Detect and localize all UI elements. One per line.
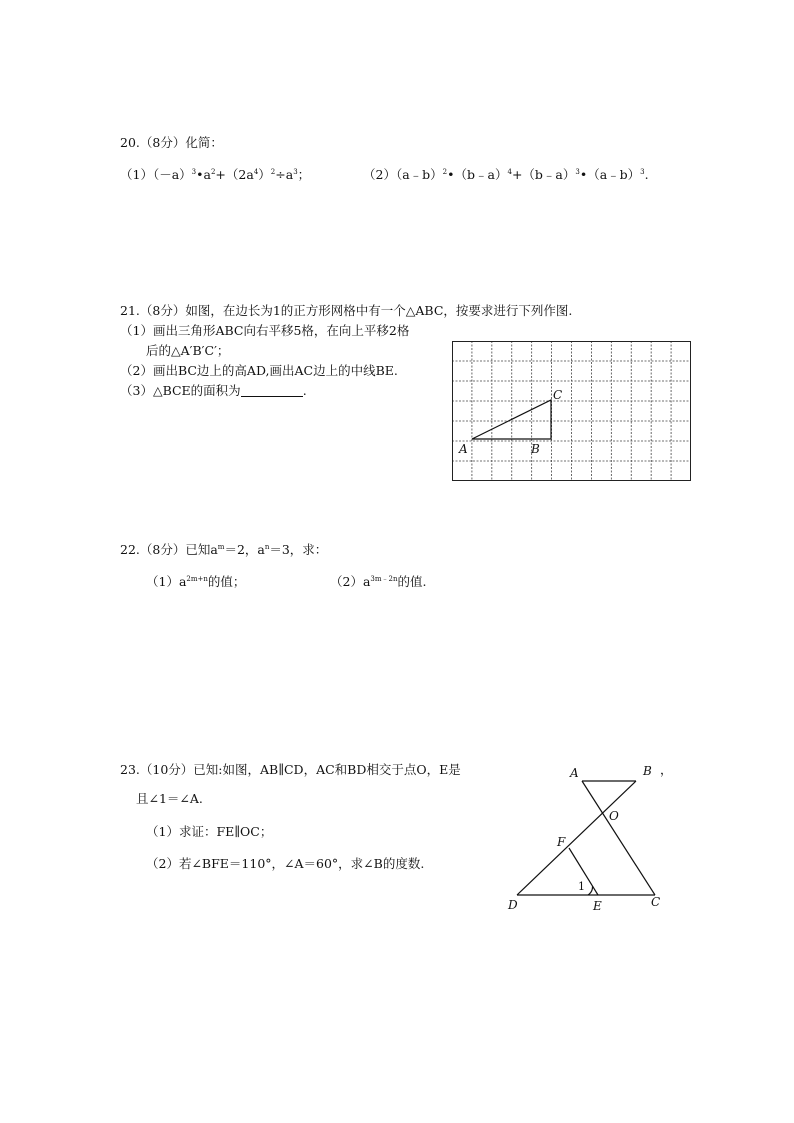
- q23-condition: 且∠1＝∠A.: [136, 791, 203, 806]
- q23-geometry-figure: [500, 760, 670, 920]
- point-label-o: O: [609, 809, 619, 823]
- square-grid: [452, 341, 691, 481]
- q20-heading: 20.（8分）化简：: [120, 135, 223, 150]
- q21-grid-figure: [452, 341, 691, 481]
- q22-part2: $(2)a^{3m﹣2n}$的值.: [330, 574, 427, 589]
- q21-part1: （1）画出三角形ABC向右平移5格，在向上平移2格: [120, 323, 410, 338]
- q23-part2: （2）若∠BFE＝110°，∠A＝60°，求∠B的度数.: [146, 856, 425, 871]
- point-label-b: B: [643, 764, 652, 778]
- q21-heading: 21.（8分）如图，在边长为1的正方形网格中有一个△ABC，按要求进行下列作图.: [120, 303, 573, 318]
- q22-part1: $(1)a^{2m+n}$的值；: [146, 574, 246, 589]
- q20-part1: $(1)(-a)^3•a^2+(2a^4)^2\div a^3$；: [120, 167, 311, 182]
- vertex-label-c: C: [553, 388, 563, 402]
- angle-1-arc: [588, 886, 593, 895]
- vertex-label-b: B: [531, 442, 540, 456]
- answer-blank[interactable]: [241, 384, 303, 397]
- q22-heading: 22.（8分）已知$a^m=2$，$a^n=3$，求：: [120, 542, 328, 557]
- q21-part1-cont: 后的△A′B′C′；: [146, 343, 230, 358]
- point-label-d: D: [508, 898, 518, 912]
- q21-part2: （2）画出BC边上的高AD,画出AC边上的中线BE.: [120, 363, 398, 378]
- angle-label-1: 1: [578, 880, 585, 893]
- q23-heading-end: ，: [660, 762, 673, 777]
- q23-part1: （1）求证：FE∥OC；: [146, 824, 273, 839]
- q21-part3: （3）△BCE的面积为 .: [120, 383, 307, 398]
- point-label-c: C: [651, 895, 661, 909]
- vertex-label-a: A: [459, 442, 468, 456]
- q23-heading: 23.（10分）已知:如图，AB∥CD，AC和BD相交于点O，E是: [120, 762, 461, 777]
- point-label-e: E: [593, 899, 602, 913]
- point-label-a: A: [570, 766, 579, 780]
- point-label-f: F: [557, 835, 566, 849]
- q20-part2: （2）（a﹣b）$^2$•（b﹣a）$^4$+（b﹣a）$^3$•（a﹣b）$^3$.: [363, 167, 649, 182]
